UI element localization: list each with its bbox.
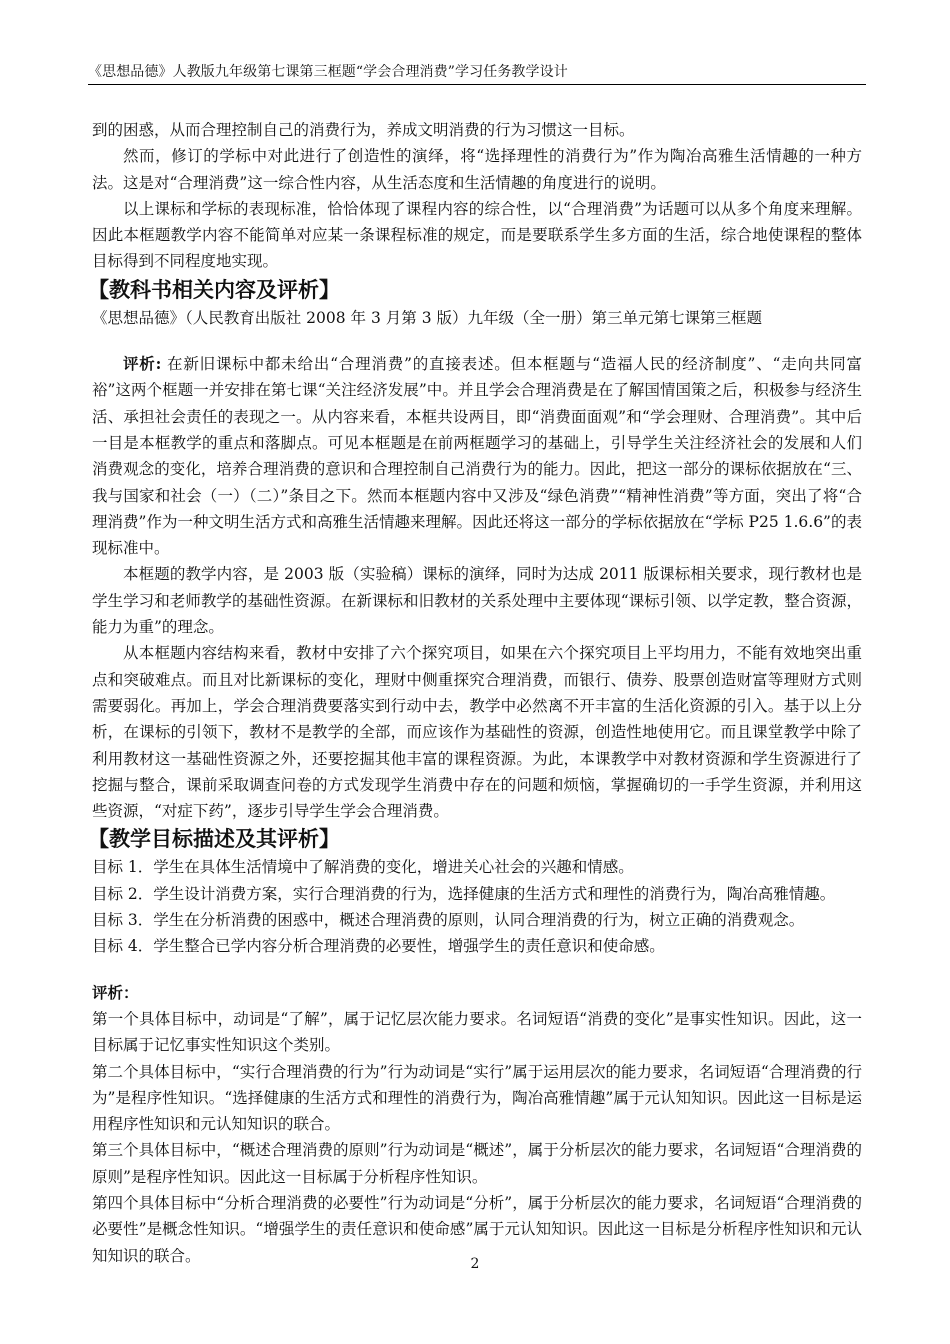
analysis-text: 在新旧课标中都未给出“合理消费”的直接表述。但本框题与“造福人民的经济制度”、“走向共同富裕”这两个框题一并安排在第七课“关注经济发展”中。并且学会合理消费是在了解国情国策之后，积极参与经济生活、承担社会责任的表现之一。从内容来看，本框共设两目，即“消费面面观”和“学会理财、合理消费”。其中后一目是本框教学的重点和落脚点。可见本框题是在前两框题学习的基础上，引导学生关注经济社会的发展和人们消费观念的变化，培养合理消费的意识和合理控制自己消费行为的能力。因此，把这一部分的课标依据放在“三、我与国家和社会（一）（二）”条目之下。然而本框题内容中又涉及“绿色消费”“精神性消费”等方面，突出了将“合理消费”作为一种文明生活方式和高雅生活情趣来理解。因此还将这一部分的学标依据放在“学标 P25 1.6.6”的表现标准中。 <box>92 355 862 558</box>
goals-analysis-3: 第三个具体目标中，“概述合理消费的原则”行为动词是“概述”，属于分析层次的能力要求，名词短语“合理消费的原则”是程序性知识。因此这一目标属于分析程序性知识。 <box>92 1141 862 1186</box>
document-body <box>88 117 862 1269</box>
running-header: 《思想品德》人教版九年级第七课第三框题“学会合理消费”学习任务教学设计 <box>88 62 866 85</box>
intro-paragraph-3: 以上课标和学标的表现标准，恰恰体现了课程内容的综合性，以“合理消费”为话题可以从多个角度来理解。因此本框题教学内容不能简单对应某一条课程标准的规定，而是要联系学生多方面的生活，综合地使课程的整体目标得到不同程度地实现。 <box>92 199 862 271</box>
section-heading-goals: 【教学目标描述及其评析】 <box>88 827 340 852</box>
goals-analysis-label: 评析： <box>92 982 139 1002</box>
textbook-paragraph-1: 本框题的教学内容，是 2003 版（实验稿）课标的演绎，同时为达成 2011 版课标相关要求，现行教材也是学生学习和老师教学的基础性资源。在新课标和旧教材的关系处理中主要体现“课标引领、以学定教，整合资源，能力为重”的理念。 <box>92 565 862 637</box>
goal-4: 目标 4．学生整合已学内容分析合理消费的必要性，增强学生的责任意识和使命感。 <box>92 937 665 956</box>
textbook-paragraph-2: 从本框题内容结构来看，教材中安排了六个探究项目，如果在六个探究项目上平均用力，不能有效地突出重点和突破难点。而且对比新课标的变化，理财中侧重探究合理消费，而银行、债券、股票创造财富等理财方式则需要弱化。再加上，学会合理消费要落实到行动中去，教学中必然离不开丰富的生活化资源的引入。基于以上分析，在课标的引领下，教材不是教学的全部，而应该作为基础性的资源，创造性地使用它。而且课堂教学中除了利用教材这一基础性资源之外，还要挖掘其他丰富的课程资源。为此，本课教学中对教材资源和学生资源进行了挖掘与整合，课前采取调查问卷的方式发现学生消费中存在的问题和烦恼，掌握确切的一手学生资源，并利用这些资源，“对症下药”，逐步引导学生学会合理消费。 <box>92 644 862 821</box>
analysis-label: 评析: <box>123 354 162 374</box>
goals-analysis-1: 第一个具体目标中，动词是“了解”，属于记忆层次能力要求。名词短语“消费的变化”是事实性知识。因此，这一目标属于记忆事实性知识这个类别。 <box>92 1009 862 1055</box>
textbook-analysis <box>92 351 862 561</box>
page-number: 2 <box>470 1256 480 1272</box>
spacer <box>92 331 862 351</box>
intro-paragraph-2: 然而，修订的学标中对此进行了创造性的演绎，将“选择理性的消费行为”作为陶冶高雅生活情趣的一种方法。这是对“合理消费”这一综合性内容，从生活态度和生活情趣的角度进行的说明。 <box>92 147 862 192</box>
goal-1: 目标 1．学生在具体生活情境中了解消费的变化，增进关心社会的兴趣和情感。 <box>92 858 634 877</box>
goal-2: 目标 2．学生设计消费方案，实行合理消费的行为，选择健康的生活方式和理性的消费行为，陶冶高雅情趣。 <box>92 884 836 903</box>
goals-analysis-4: 第四个具体目标中“分析合理消费的必要性”行为动词是“分析”，属于分析层次的能力要求，名词短语“合理消费的必要性”是概念性知识。“增强学生的责任意识和使命感”属于元认知知识。因此这一目标是分析程序性知识和元认知知识的联合。 <box>92 1193 862 1265</box>
intro-paragraph-1: 到的困惑，从而合理控制自己的消费行为，养成文明消费的行为习惯这一目标。 <box>92 121 635 139</box>
goal-3: 目标 3．学生在分析消费的困惑中，概述合理消费的原则，认同合理消费的行为，树立正确的消费观念。 <box>92 911 805 930</box>
textbook-source: 《思想品德》（人民教育出版社 2008 年 3 月第 3 版）九年级（全一册）第三单元第七课第三框题 <box>92 308 762 327</box>
section-heading-textbook: 【教科书相关内容及评析】 <box>88 277 340 302</box>
spacer <box>92 960 862 980</box>
goals-analysis-2: 第二个具体目标中，“实行合理消费的行为”行为动词是“实行”属于运用层次的能力要求，名词短语“合理消费的行为”是程序性知识。“选择健康的生活方式和理性的消费行为，陶冶高雅情趣”属于元认知知识。因此这一目标是运用程序性知识和元认知知识的联合。 <box>92 1062 862 1134</box>
